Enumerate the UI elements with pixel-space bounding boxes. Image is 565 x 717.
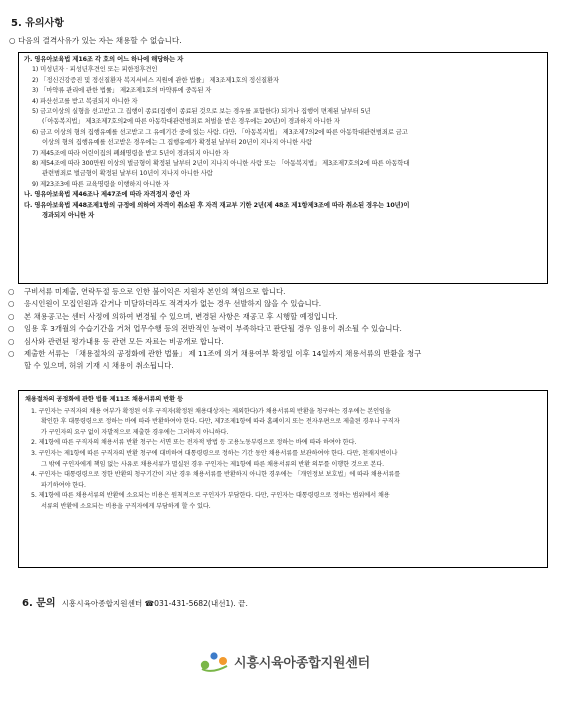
item-5-cont: (「아동복지법」 제3조제7호의2에 따른 아동학대관련범죄로 처벌을 받은 경우에는 20년)이 경과하지 아니한 자 (42, 118, 340, 126)
notice-item (8, 286, 556, 298)
heading-da-cont: 경과되지 아니한 자 (42, 212, 95, 220)
item-2: 2) 「정신건강증진 및 정신질환자 복지서비스 지원에 관한 법률」 제3조제1호의 정신질환자 (32, 76, 279, 84)
notice-text: 임용 후 3개월의 수습기간을 거쳐 업무수행 등의 전반적인 능력이 부족하다고 판단될 경우 임용이 취소될 수 있습니다. (24, 324, 402, 334)
bullet-mark: ○ (8, 311, 15, 321)
law-item-5: 5. 제1항에 따른 채용서류의 반환에 소요되는 비용은 원칙적으로 구인자가 부담한다. 다만, 구인자는 대통령령으로 정하는 범위에서 채용 (31, 492, 390, 500)
intro-text: 다음의 결격사유가 있는 자는 채용할 수 없습니다. (18, 36, 182, 45)
item-3: 3) 「마약류 관리에 관한 법률」 제2조제1호의 마약류에 중독된 자 (32, 87, 212, 95)
bullet-mark: ○ (8, 336, 15, 346)
notice-item (8, 336, 556, 348)
item-8-cont: 관련범죄로 벌금형이 확정된 날부터 10년이 지나지 아니한 사람 (42, 170, 213, 178)
document-return-box (18, 390, 548, 568)
law-item-4: 4. 구인자는 대통령령으로 정한 반환의 청구기간이 지난 경우 채용서류를 반환하지 아니한 경우에는 「개인정보 보호법」에 따라 채용서류를 (31, 471, 401, 479)
item-7: 7) 제45조에 따라 어린이집의 폐쇄명령을 받고 5년이 경과되지 아니한 자 (32, 149, 229, 157)
heading-da: 다. 영유아보육법 제48조제1항의 규정에 의하여 자격이 취소된 후 자격 재교부 기한 2년(제 48조 제1항제3조에 따라 취소된 경우는 10년)이 (24, 201, 410, 209)
notice-item (8, 311, 556, 323)
bullet-mark: ○ (8, 299, 15, 309)
item-6-cont: 이상의 형의 집행유예를 선고받은 경우에는 그 집행유예가 확정된 날부터 20년이 지나지 아니한 사람 (42, 139, 312, 147)
notice-item (8, 298, 556, 310)
intro-bullet: ○ (9, 36, 16, 45)
law-item-4-cont: 파기하여야 한다. (41, 481, 86, 489)
item-6: 6) 금고 이상의 형의 집행유예를 선고받고 그 유예기간 중에 있는 사람. 다만, 「아동복지법」 제3조제7의2에 따른 아동학대관련범죄로 금고 (32, 128, 408, 136)
item-9: 9) 제23조3에 따른 교육명령을 이행하지 아니한 자 (32, 180, 170, 188)
bullet-mark: ○ (8, 287, 15, 296)
notice-list (8, 286, 556, 373)
bullet-mark: ○ (8, 324, 15, 334)
section-title: 5. 유의사항 (11, 18, 64, 29)
law-item-5-cont: 서류의 반환에 소요되는 비용을 구직자에게 부담하게 할 수 있다. (41, 502, 211, 510)
notice-text: 본 채용공고는 센터 사정에 의하여 변경될 수 있으며, 변경된 사항은 재공고 후 시행할 예정입니다. (24, 311, 338, 321)
law-item-1: 1. 구인자는 구직자의 채용 여부가 확정된 이후 구직자(확정된 채용대상자는 제외한다)가 채용서류의 반환을 청구하는 경우에는 본인임을 (31, 407, 391, 415)
notice-text-cont: 할 수 있으며, 허위 기재 시 채용이 취소됩니다. (24, 361, 174, 371)
heading-na: 나. 영유아보육법 제46조나 제47조에 따라 자격정지 중인 자 (24, 191, 190, 199)
law-item-1-cont: 확인한 후 대통령령으로 정하는 바에 따라 반환하여야 한다. 다만, 제7조제1항에 따라 홈페이지 또는 전자우편으로 제출된 경우나 구직자 (41, 418, 400, 426)
notice-item (8, 323, 556, 335)
logo-text: 시흥시육아종합지원센터 (234, 655, 370, 671)
disqualification-box (18, 52, 548, 284)
item-5: 5) 금고이상의 실형을 선고받고 그 집행이 종료(집행이 종료된 것으로 보는 경우를 포함한다) 되거나 집행이 면제된 날부터 5년 (32, 108, 371, 116)
item-1: 1) 미성년자 · 피성년후견인 또는 피한정후견인 (32, 66, 158, 74)
contact-text: 시흥시육아종합지원센터 ☎031-431-5682(내선1). 끝. (61, 599, 248, 608)
notice-text-line: 제출한 서류는 「채용절차의 공정화에 관한 법률」 제 11조에 의거 채용여부 확정일 이후 14일까지 채용서류의 반환을 청구 (24, 349, 422, 359)
heading-ga: 가. 영유아보육법 제16조 각 호의 어느 하나에 해당하는 자 (24, 56, 184, 63)
item-8: 8) 제54조에 따라 300만원 이상의 벌금형이 확정된 날부터 2년이 지나지 아니한 사람 또는 「아동복지법」 제3조제7호의2에 따른 아동학대 (32, 160, 410, 168)
notice-text: 구비서류 미제출, 연락두절 등으로 인한 불이익은 지원자 본인의 책임으로 합니다. (24, 287, 286, 296)
notice-item (8, 348, 556, 373)
law-item-2: 2. 제1항에 따른 구직자의 채용서류 반환 청구는 서면 또는 전자적 방법 등 고용노동부령으로 정하는 바에 따라 하여야 한다. (31, 439, 357, 447)
notice-text (24, 348, 556, 373)
logo-mark-icon (200, 650, 230, 672)
intro-line (9, 35, 182, 46)
contact-line (22, 594, 248, 609)
law-item-3-cont: 그 밖에 구인자에게 책임 없는 사유로 채용서류가 멸실된 경우 구인자는 제1항에 따른 채용서류의 반환 의무를 이행한 것으로 본다. (41, 460, 385, 468)
notice-text: 응시인원이 모집인원과 같거나 미달하더라도 적격자가 없는 경우 선발하지 않을 수 있습니다. (24, 299, 322, 309)
item-4: 4) 파산선고를 받고 복권되지 아니한 자 (32, 97, 138, 105)
law-item-3: 3. 구인자는 제1항에 따른 구직자의 반환 청구에 대비하여 대통령령으로 정하는 기간 동안 채용서류를 보관하여야 한다. 다만, 천재지변이나 (31, 449, 398, 457)
center-logo (200, 650, 370, 672)
bullet-mark: ○ (8, 349, 15, 359)
contact-heading: 6. 문의 (22, 598, 56, 609)
notice-text: 심사와 관련된 평가내용 등 관련 모든 자료는 비공개로 합니다. (24, 336, 224, 346)
law-title: 채용절차의 공정화에 관한 법률 제11조 채용서류의 반환 등 (25, 396, 183, 403)
law-item-1-cont: 가 구인자의 요구 없이 자발적으로 제출한 경우에는 그러하지 아니하다. (41, 428, 229, 436)
